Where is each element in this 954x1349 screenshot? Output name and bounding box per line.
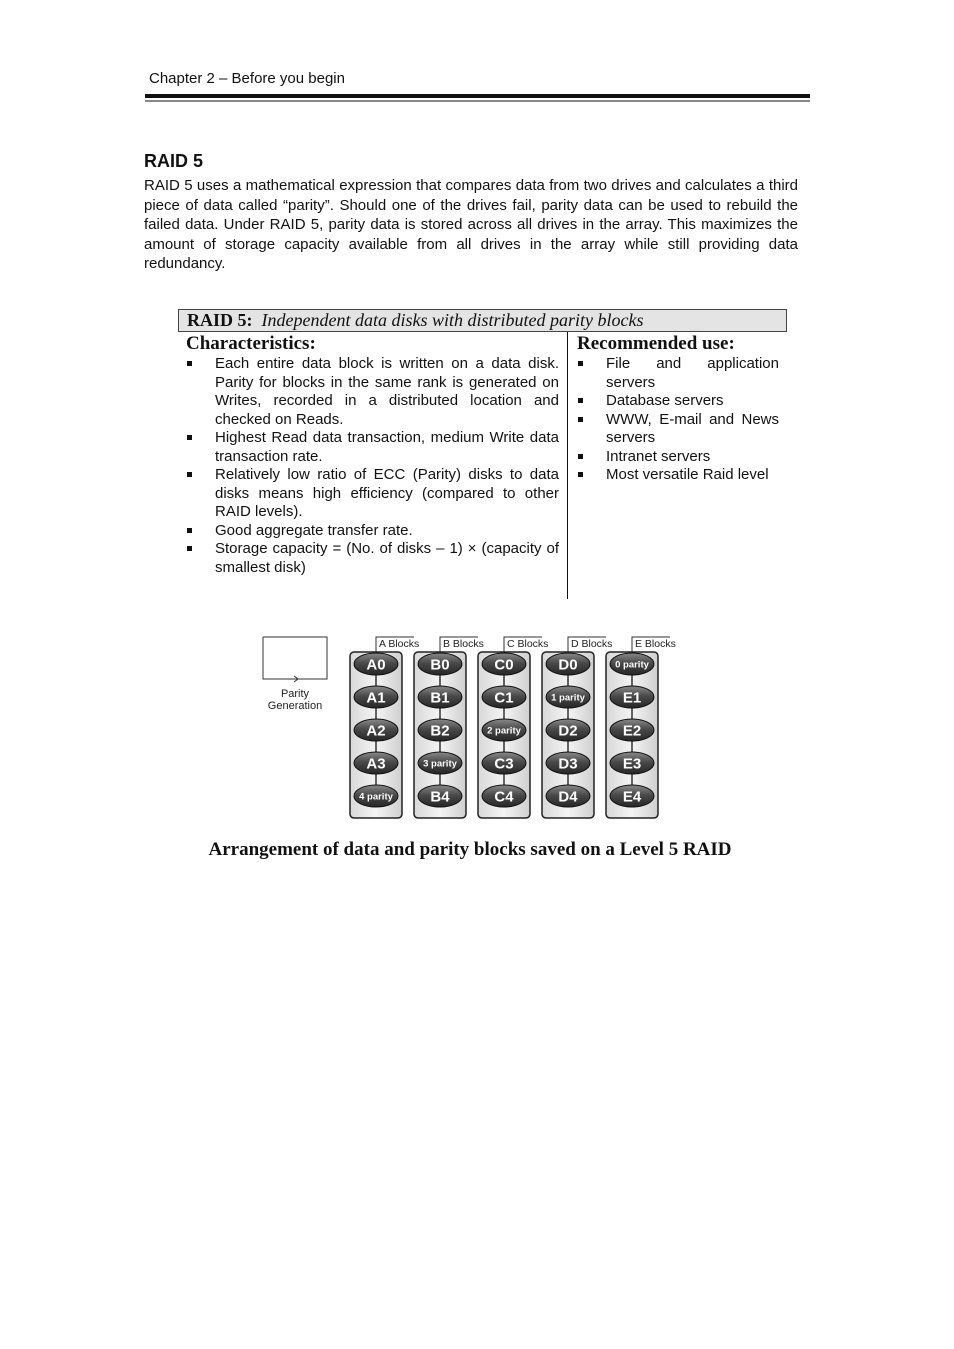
parity-block-label: 1 parity bbox=[551, 692, 585, 704]
data-block-label: D4 bbox=[558, 788, 578, 806]
header-rule-thin bbox=[145, 100, 810, 102]
column-label: B Blocks bbox=[443, 638, 484, 650]
list-item: Relatively low ratio of ECC (Parity) disks to data disks means high efficiency (compared to other RAID levels). bbox=[186, 466, 559, 522]
table-header-label: RAID 5: bbox=[187, 310, 253, 330]
data-block-label: B1 bbox=[430, 689, 450, 707]
recommended-list bbox=[577, 355, 779, 485]
parity-generation-loop bbox=[263, 637, 327, 712]
table-header bbox=[178, 309, 787, 332]
data-block-label: D2 bbox=[558, 722, 578, 740]
data-block-label: C1 bbox=[494, 689, 514, 707]
data-block-label: A0 bbox=[366, 656, 386, 674]
data-block-label: E2 bbox=[622, 722, 642, 740]
column-label: E Blocks bbox=[635, 638, 676, 650]
figure-caption: Arrangement of data and parity blocks saved on a Level 5 RAID bbox=[208, 839, 732, 860]
data-block-label: E4 bbox=[622, 788, 642, 806]
parity-block-label: 2 parity bbox=[487, 725, 521, 737]
parity-block-label: 4 parity bbox=[359, 791, 393, 803]
disk-column bbox=[542, 637, 612, 818]
disk-columns bbox=[350, 637, 676, 818]
disk-column bbox=[350, 637, 419, 818]
disk-column bbox=[606, 637, 676, 818]
parity-label-1: Parity bbox=[280, 688, 310, 700]
column-label: A Blocks bbox=[379, 638, 420, 650]
column-divider bbox=[567, 332, 568, 599]
data-block-label: B2 bbox=[430, 722, 450, 740]
disk-column bbox=[478, 637, 548, 818]
intro-paragraph: RAID 5 uses a mathematical expression that compares data from two drives and calculates a third piece of data called “parity”. Should one of the drives fail, parity data can be used to rebuild the failed data. Under RAID 5, parity data is stored across all drives in the array. This maximizes the amount of storage capacity available from all drives in the array while still providing data redundancy. bbox=[144, 177, 798, 272]
list-item: Each entire data block is written on a data disk. Parity for blocks in the same rank is generated on Writes, recorded in a distributed location and checked on Reads. bbox=[186, 355, 559, 429]
data-block-label: D3 bbox=[558, 755, 578, 773]
characteristics-list bbox=[186, 355, 559, 577]
list-item: WWW, E-mail and News servers bbox=[577, 411, 779, 448]
column-label: C Blocks bbox=[507, 638, 549, 650]
table-header-subtitle: Independent data disks with distributed parity blocks bbox=[261, 310, 644, 330]
list-item: Database servers bbox=[577, 392, 779, 411]
disk-column bbox=[414, 637, 484, 818]
chapter-header: Chapter 2 – Before you begin bbox=[149, 70, 345, 87]
list-item: File and application servers bbox=[577, 355, 779, 392]
characteristics-title: Characteristics: bbox=[186, 333, 316, 354]
data-block-label: B4 bbox=[430, 788, 450, 806]
list-item: Intranet servers bbox=[577, 448, 779, 467]
data-block-label: E1 bbox=[622, 689, 642, 707]
raid5-diagram bbox=[262, 636, 682, 822]
list-item: Storage capacity = (No. of disks – 1) × (capacity of smallest disk) bbox=[186, 540, 559, 577]
parity-block-label: 3 parity bbox=[423, 758, 457, 770]
data-block-label: A2 bbox=[366, 722, 386, 740]
list-item: Highest Read data transaction, medium Write data transaction rate. bbox=[186, 429, 559, 466]
characteristics-column bbox=[186, 333, 559, 577]
list-item: Good aggregate transfer rate. bbox=[186, 522, 559, 541]
raid-table bbox=[178, 309, 787, 599]
parity-label-2: Generation bbox=[267, 700, 323, 712]
recommended-column bbox=[577, 333, 779, 485]
data-block-label: B0 bbox=[430, 656, 450, 674]
data-block-label: C4 bbox=[494, 788, 514, 806]
data-block-label: C3 bbox=[494, 755, 514, 773]
data-block-label: A3 bbox=[366, 755, 386, 773]
header-rule bbox=[145, 94, 810, 98]
data-block-label: C0 bbox=[494, 656, 514, 674]
recommended-title: Recommended use: bbox=[577, 333, 735, 354]
section-title: RAID 5 bbox=[144, 151, 204, 171]
parity-block-label: 0 parity bbox=[615, 659, 649, 671]
data-block-label: E3 bbox=[622, 755, 642, 773]
data-block-label: A1 bbox=[366, 689, 386, 707]
data-block-label: D0 bbox=[558, 656, 578, 674]
column-label: D Blocks bbox=[571, 638, 613, 650]
list-item: Most versatile Raid level bbox=[577, 466, 779, 485]
